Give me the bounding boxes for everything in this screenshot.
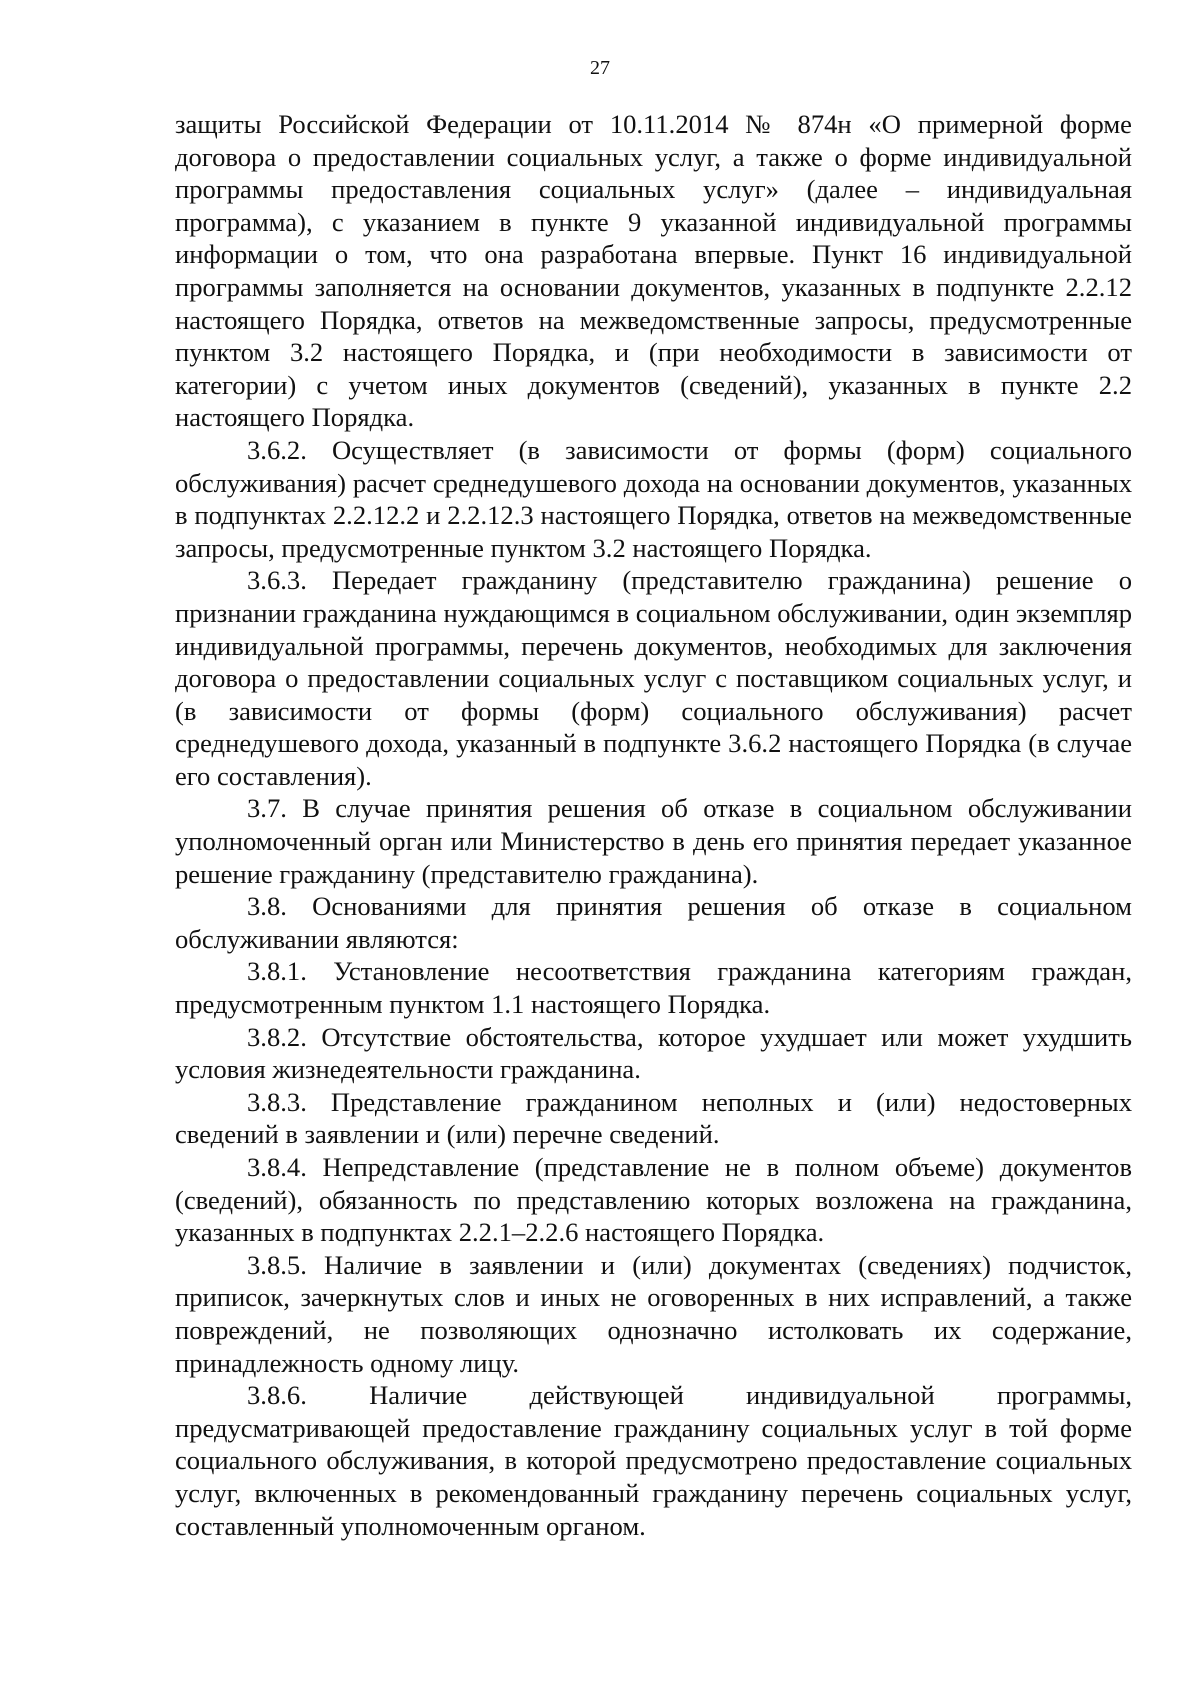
paragraph-3-8-1: 3.8.1. Установление несоответствия гражданина категориям граждан, предусмотренным пунктом 1.1 настоящего Порядка.	[175, 956, 1132, 1020]
paragraph-3-8-2: 3.8.2. Отсутствие обстоятельства, которое ухудшает или может ухудшить условия жизнедеятельности гражданина.	[175, 1021, 1132, 1085]
paragraph-3-6-3: 3.6.3. Передает гражданину (представителю гражданина) решение о признании гражданина нуждающимся в социальном обслуживании, один экземпляр индивидуальной программы, перечень документов, необходимых для заключения договора о предоставлении социальных услуг с поставщиком социальных услуг, и (в зависимости от формы (форм) социального обслуживания) расчет среднедушевого дохода, указанный в подпункте 3.6.2 настоящего Порядка (в случае его составления).	[175, 565, 1132, 791]
paragraph-3-8-5: 3.8.5. Наличие в заявлении и (или) документах (сведениях) подчисток, приписок, зачеркнутых слов и иных не оговоренных в них исправлений, а также повреждений, не позволяющих однозначно истолковать их содержание, принадлежность одному лицу.	[175, 1249, 1132, 1378]
paragraph-3-8-6: 3.8.6. Наличие действующей индивидуальной программы, предусматривающей предоставление гражданину социальных услуг в той форме социального обслуживания, в которой предусмотрено предоставление социальных услуг, включенных в рекомендованный гражданину перечень социальных услуг, составленный уполномоченным органом.	[175, 1380, 1132, 1541]
paragraph-continuation: защиты Российской Федерации от 10.11.2014 № 874н «О примерной форме договора о предоставлении социальных услуг, а также о форме индивидуальной программы предоставления социальных услуг» (далее – индивидуальная программа), с указанием в пункте 9 указанной индивидуальной программы информации о том, что она разработана впервые. Пункт 16 индивидуальной программы заполняется на основании документов, указанных в подпункте 2.2.12 настоящего Порядка, ответов на межведомственные запросы, предусмотренные пунктом 3.2 настоящего Порядка, и (при необходимости в зависимости от категории) с учетом иных документов (сведений), указанных в пункте 2.2 настоящего Порядка.	[175, 109, 1132, 433]
paragraph-3-7: 3.7. В случае принятия решения об отказе в социальном обслуживании уполномоченный орган или Министерство в день его принятия передает указанное решение гражданину (представителю гражданина).	[175, 793, 1132, 889]
page-number: 27	[590, 57, 610, 79]
paragraph-3-8-4: 3.8.4. Непредставление (представление не в полном объеме) документов (сведений), обязанность по представлению которых возложена на гражданина, указанных в подпунктах 2.2.1–2.2.6 настоящего Порядка.	[175, 1152, 1132, 1248]
paragraph-3-8: 3.8. Основаниями для принятия решения об отказе в социальном обслуживании являются:	[175, 891, 1132, 954]
document-body	[175, 108, 1132, 1542]
paragraph-3-6-2: 3.6.2. Осуществляет (в зависимости от формы (форм) социального обслуживания) расчет среднедушевого дохода на основании документов, указанных в подпунктах 2.2.12.2 и 2.2.12.3 настоящего Порядка, ответов на межведомственные запросы, предусмотренные пунктом 3.2 настоящего Порядка.	[175, 434, 1132, 563]
paragraph-3-8-3: 3.8.3. Представление гражданином неполных и (или) недостоверных сведений в заявлении и (или) перечне сведений.	[175, 1086, 1132, 1150]
